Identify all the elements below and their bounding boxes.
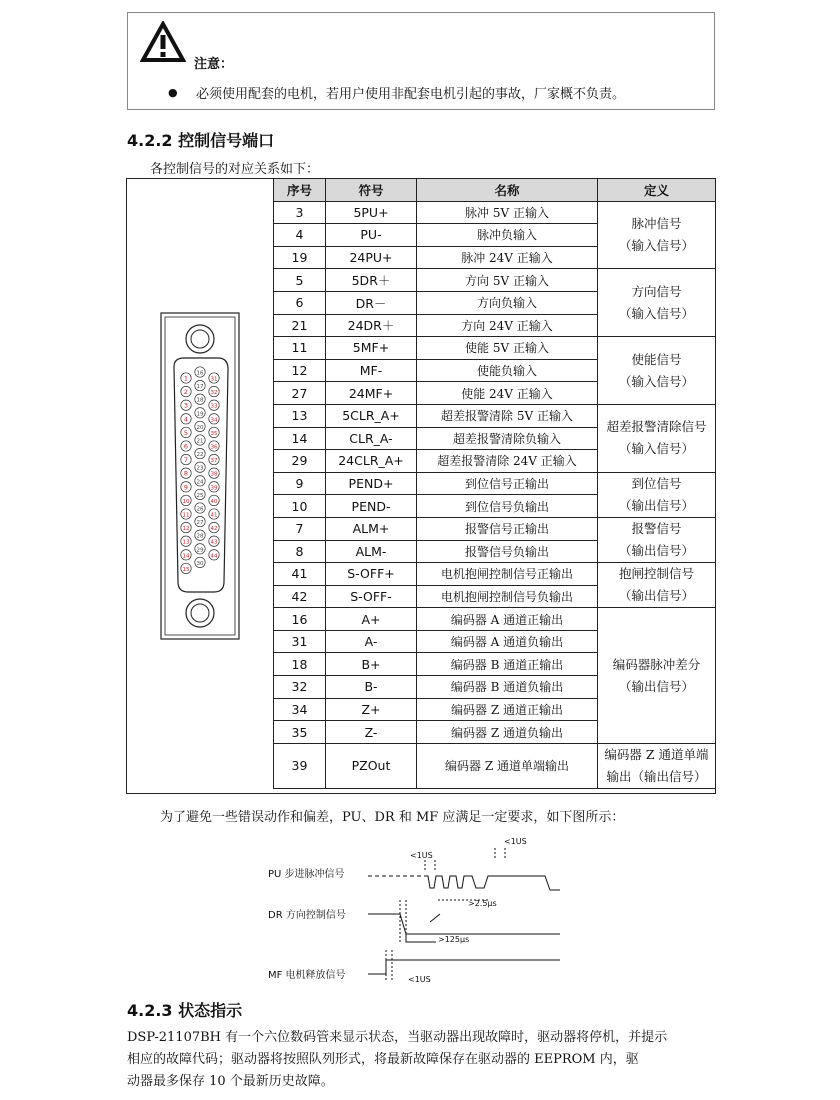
mf-signal-label: MF 电机释放信号 <box>268 970 346 981</box>
connector-pin-label: 37 <box>210 458 218 465</box>
table-row <box>274 743 716 788</box>
connector-pin-label: 34 <box>210 417 218 424</box>
pin-name: 编码器 Z 通道负输出 <box>417 721 598 744</box>
pin-symbol: 24CLR_A+ <box>326 450 417 473</box>
table-row <box>274 269 716 292</box>
connector-pin-label: 9 <box>183 483 189 492</box>
notice-title: 注意： <box>194 57 234 72</box>
pin-name: 脉冲负输入 <box>417 224 598 247</box>
table-row <box>274 563 716 586</box>
signal-definition: 编码器 Z 通道单端 输出（输出信号） <box>598 743 716 788</box>
pin-symbol: 5DR＋ <box>326 269 417 292</box>
pin-name: 编码器 B 通道正输出 <box>417 653 598 676</box>
signal-table <box>273 178 716 789</box>
connector-pin-label: 6 <box>183 442 189 451</box>
notice-text: 必须使用配套的电机，若用户使用非配套电机引起的事故，厂家概不负责。 <box>196 87 626 102</box>
pin-number: 32 <box>274 676 326 699</box>
pin-symbol: A- <box>326 630 417 653</box>
warning-icon <box>140 21 186 63</box>
connector-pin-label: 26 <box>196 506 204 513</box>
timing-paragraph: 为了避免一些错误动作和偏差，PU、DR 和 MF 应满足一定要求，如下图所示： <box>160 810 625 825</box>
timing-1us-a: <1US <box>410 851 433 860</box>
pin-number: 11 <box>274 337 326 360</box>
pin-name: 电机抱闸控制信号负输出 <box>417 585 598 608</box>
signal-definition: 编码器脉冲差分 （输出信号） <box>598 608 716 744</box>
pin-symbol: CLR_A- <box>326 427 417 450</box>
table-row <box>274 337 716 360</box>
pin-symbol: 24DR＋ <box>326 314 417 337</box>
connector-pin-label: 40 <box>210 498 218 505</box>
pin-number: 42 <box>274 585 326 608</box>
pin-number: 3 <box>274 201 326 224</box>
header-name: 名称 <box>417 179 598 202</box>
pin-number: 16 <box>274 608 326 631</box>
connector-pin-label: 29 <box>196 547 204 554</box>
pin-name: 方向负输入 <box>417 291 598 314</box>
connector-pin-label: 36 <box>210 444 218 451</box>
connector-pin-label: 31 <box>210 376 218 383</box>
connector-pin-label: 35 <box>210 430 218 437</box>
connector-pin-label: 41 <box>210 512 218 519</box>
connector-pin-label: 27 <box>196 520 204 527</box>
table-row <box>274 472 716 495</box>
connector-pin-label: 25 <box>196 492 204 499</box>
connector-pin-label: 19 <box>196 411 204 418</box>
pin-name: 方向 24V 正输入 <box>417 314 598 337</box>
timing-1us-b: <1US <box>504 837 527 846</box>
status-line-1: DSP-21107BH 有一个六位数码管来显示状态，当驱动器出现故障时，驱动器将停机，并提示 <box>127 1030 668 1045</box>
dr-signal-label: DR 方向控制信号 <box>268 910 346 921</box>
pin-name: 使能 24V 正输入 <box>417 382 598 405</box>
connector-pin-label: 11 <box>182 512 190 519</box>
pin-name: 编码器 A 通道负输出 <box>417 630 598 653</box>
pin-name: 方向 5V 正输入 <box>417 269 598 292</box>
pin-number: 6 <box>274 291 326 314</box>
status-paragraph <box>127 1027 723 1093</box>
pin-symbol: ALM- <box>326 540 417 563</box>
connector-pin-label: 14 <box>182 553 190 560</box>
connector-pin-label: 13 <box>182 539 190 546</box>
pin-name: 超差报警清除 24V 正输入 <box>417 450 598 473</box>
pin-symbol: S-OFF- <box>326 585 417 608</box>
table-row <box>274 608 716 631</box>
connector-pin-label: 8 <box>183 469 189 478</box>
connector-pin-label: 42 <box>210 526 218 533</box>
header-symbol: 符号 <box>326 179 417 202</box>
pin-number: 12 <box>274 359 326 382</box>
timing-2-5us: >2.5μs <box>468 899 497 908</box>
pin-symbol: Z- <box>326 721 417 744</box>
pin-number: 13 <box>274 404 326 427</box>
connector-pin-label: 43 <box>210 539 218 546</box>
connector-pin-label: 23 <box>196 465 204 472</box>
connector-pin-label: 5 <box>183 428 189 437</box>
pin-name: 脉冲 5V 正输入 <box>417 201 598 224</box>
signal-definition: 方向信号 （输入信号） <box>598 269 716 337</box>
pin-number: 5 <box>274 269 326 292</box>
pin-name: 使能负输入 <box>417 359 598 382</box>
pin-number: 10 <box>274 495 326 518</box>
table-row <box>274 517 716 540</box>
pin-symbol: 5PU+ <box>326 201 417 224</box>
pin-symbol: 24PU+ <box>326 246 417 269</box>
pin-number: 14 <box>274 427 326 450</box>
signal-definition: 抱闸控制信号 （输出信号） <box>598 563 716 608</box>
connector-pin-label: 32 <box>210 390 218 397</box>
connector-pin-label: 16 <box>196 370 204 377</box>
connector-pin-label: 10 <box>182 498 190 505</box>
signal-definition: 报警信号 （输出信号） <box>598 517 716 562</box>
pin-name: 报警信号负输出 <box>417 540 598 563</box>
pin-symbol: PU- <box>326 224 417 247</box>
pin-name: 超差报警清除 5V 正输入 <box>417 404 598 427</box>
connector-pin-label: 12 <box>182 526 190 533</box>
pin-symbol: PEND- <box>326 495 417 518</box>
connector-pin-label: 7 <box>183 456 189 465</box>
table-header-row <box>274 179 716 202</box>
pin-symbol: ALM+ <box>326 517 417 540</box>
db44-connector-diagram <box>160 312 240 640</box>
header-index: 序号 <box>274 179 326 202</box>
connector-pin-label: 15 <box>182 566 190 573</box>
connector-pin-label: 24 <box>196 479 204 486</box>
pin-symbol: B- <box>326 676 417 699</box>
pin-number: 29 <box>274 450 326 473</box>
pin-number: 35 <box>274 721 326 744</box>
connector-pin-label: 18 <box>196 397 204 404</box>
pin-symbol: 24MF+ <box>326 382 417 405</box>
connector-pin-label: 21 <box>196 438 204 445</box>
status-line-3: 动器最多保存 10 个最新历史故障。 <box>127 1074 334 1089</box>
pin-symbol: Z+ <box>326 698 417 721</box>
pin-number: 7 <box>274 517 326 540</box>
pin-number: 34 <box>274 698 326 721</box>
connector-pin-label: 44 <box>210 553 218 560</box>
pin-name: 编码器 Z 通道正输出 <box>417 698 598 721</box>
pin-name: 到位信号正输出 <box>417 472 598 495</box>
pin-number: 31 <box>274 630 326 653</box>
bullet-icon: ● <box>168 86 178 99</box>
pin-number: 18 <box>274 653 326 676</box>
pin-name: 编码器 Z 通道单端输出 <box>417 743 598 788</box>
signal-definition: 超差报警清除信号 （输入信号） <box>598 404 716 472</box>
pin-number: 39 <box>274 743 326 788</box>
pin-number: 19 <box>274 246 326 269</box>
signal-definition: 脉冲信号 （输入信号） <box>598 201 716 269</box>
table-row <box>274 404 716 427</box>
pin-number: 8 <box>274 540 326 563</box>
pin-name: 报警信号正输出 <box>417 517 598 540</box>
signal-definition: 到位信号 （输出信号） <box>598 472 716 517</box>
connector-pin-label: 20 <box>196 424 204 431</box>
pin-number: 27 <box>274 382 326 405</box>
pin-symbol: 5MF+ <box>326 337 417 360</box>
connector-pin-label: 22 <box>196 452 204 459</box>
pin-symbol: DR－ <box>326 291 417 314</box>
pin-name: 编码器 A 通道正输出 <box>417 608 598 631</box>
connector-pin-label: 28 <box>196 533 204 540</box>
pin-symbol: 5CLR_A+ <box>326 404 417 427</box>
connector-pin-label: 38 <box>210 471 218 478</box>
timing-diagram <box>260 830 580 990</box>
connector-pin-label: 3 <box>183 401 189 410</box>
connector-pin-label: 17 <box>196 384 204 391</box>
pin-number: 21 <box>274 314 326 337</box>
pin-name: 编码器 B 通道负输出 <box>417 676 598 699</box>
section-heading-423: 4.2.3 状态指示 <box>127 1001 243 1020</box>
pin-symbol: S-OFF+ <box>326 563 417 586</box>
timing-1us-c: <1US <box>408 975 431 984</box>
connector-pin-label: 33 <box>210 403 218 410</box>
pin-symbol: A+ <box>326 608 417 631</box>
section-heading-422: 4.2.2 控制信号端口 <box>127 131 275 150</box>
pin-number: 41 <box>274 563 326 586</box>
pin-name: 电机抱闸控制信号正输出 <box>417 563 598 586</box>
pin-name: 到位信号负输出 <box>417 495 598 518</box>
notice-box <box>127 12 715 110</box>
pin-name: 脉冲 24V 正输入 <box>417 246 598 269</box>
connector-pin-label: 1 <box>183 374 189 383</box>
pu-signal-label: PU 步进脉冲信号 <box>268 869 345 880</box>
pin-number: 9 <box>274 472 326 495</box>
table-row <box>274 201 716 224</box>
signal-definition: 使能信号 （输入信号） <box>598 337 716 405</box>
section-intro: 各控制信号的对应关系如下： <box>150 162 320 177</box>
pin-name: 使能 5V 正输入 <box>417 337 598 360</box>
pin-symbol: PZOut <box>326 743 417 788</box>
pin-number: 4 <box>274 224 326 247</box>
pin-name: 超差报警清除负输入 <box>417 427 598 450</box>
connector-pin-label: 4 <box>183 415 189 424</box>
pin-symbol: MF- <box>326 359 417 382</box>
pin-symbol: B+ <box>326 653 417 676</box>
timing-125us: >125μs <box>438 935 470 944</box>
header-definition: 定义 <box>598 179 716 202</box>
pin-symbol: PEND+ <box>326 472 417 495</box>
status-line-2: 相应的故障代码；驱动器将按照队列形式，将最新故障保存在驱动器的 EEPROM 内，驱 <box>127 1052 639 1067</box>
connector-pin-label: 30 <box>196 560 204 567</box>
connector-pin-label: 39 <box>210 485 218 492</box>
connector-pin-label: 2 <box>183 388 189 397</box>
